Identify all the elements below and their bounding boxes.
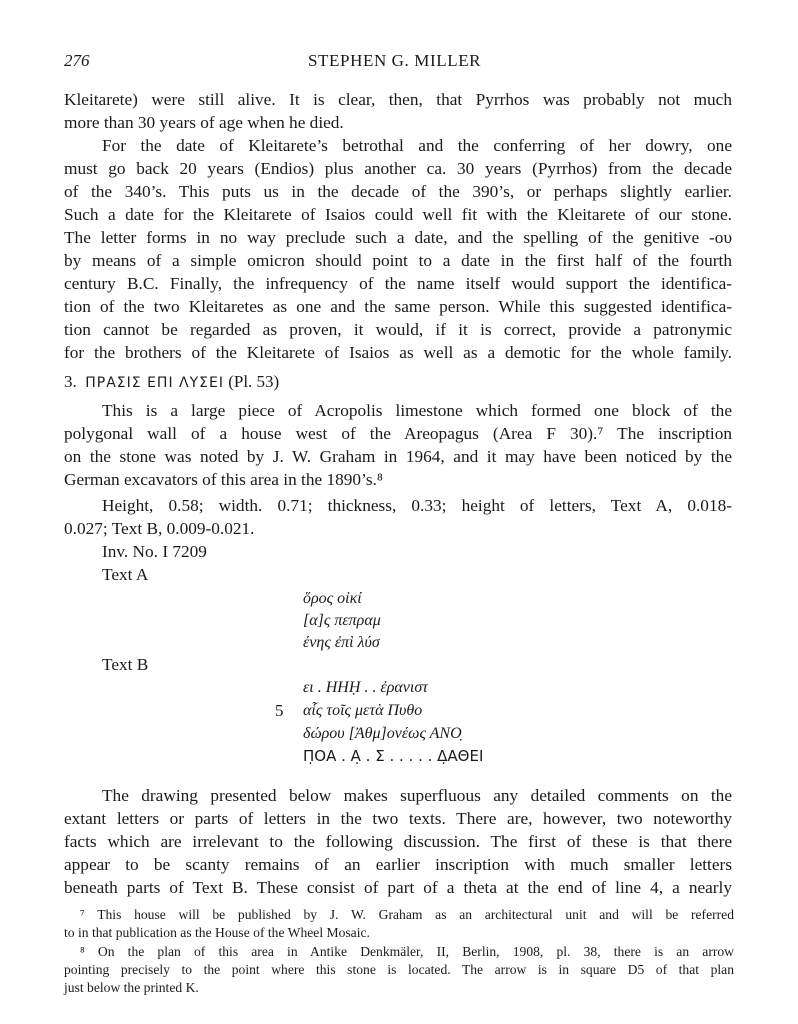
page-number: 276 xyxy=(64,51,90,70)
footnote-8-cont: pointing precisely to the point where this stone is located. The arrow is in square D5 of that plan xyxy=(64,962,734,977)
text-a-line: ὅρος οἰκί xyxy=(303,590,362,607)
body-line: on the stone was noted by J. W. Graham in 1964, and it may have been noticed by the xyxy=(64,447,732,466)
body-line: extant letters or parts of letters in the two texts. There are, however, two noteworthy xyxy=(64,809,732,828)
body-line: tion cannot be regarded as proven, it would, if it is correct, provide a patronymic xyxy=(64,320,732,339)
body-line: The drawing presented below makes superfluous any detailed comments on the xyxy=(102,786,732,805)
inventory-number: Inv. No. I 7209 xyxy=(102,542,207,561)
footnote-7-cont: to in that publication as the House of the Wheel Mosaic. xyxy=(64,925,370,940)
running-title: STEPHEN G. MILLER xyxy=(308,51,482,70)
section-title: ΠΡΑΣΙΣ ΕΠΙ ΛΥΣΕΙ xyxy=(85,375,224,391)
text-b-label: Text B xyxy=(102,655,149,674)
body-line: by means of a simple omicron should point to a date in the first half of the fourth xyxy=(64,251,732,270)
body-line: polygonal wall of a house west of the Areopagus (Area F 30).⁷ The inscription xyxy=(64,424,732,443)
body-line: For the date of Kleitarete’s betrothal and the conferring of her dowry, one xyxy=(102,136,732,155)
footnote-8-cont: just below the printed K. xyxy=(64,980,199,995)
line-number: 5 xyxy=(275,701,284,720)
text-b-line: δώρου [Ἀθμ]ονέως ΑΝΟ̣ xyxy=(303,725,462,742)
body-line: This is a large piece of Acropolis limestone which formed one block of the xyxy=(102,401,732,420)
body-line: beneath parts of Text B. These consist of part of a theta at the end of line 4, a nearly xyxy=(64,878,732,897)
footnote-7: ⁷ This house will be published by J. W. Graham as an architectural unit and will be referred xyxy=(80,907,734,922)
text-a-line: [α]ς πεπραμ xyxy=(303,612,381,629)
body-line: facts which are irrelevant to the following discussion. The first of these is that there xyxy=(64,832,732,851)
text-b-line: αἷς τοῖς μετὰ Πυθο xyxy=(303,702,423,719)
body-line: more than 30 years of age when he died. xyxy=(64,113,344,132)
body-line: appear to be scanty remains of an earlier inscription with much smaller letters xyxy=(64,855,732,874)
body-line: for the brothers of the Kleitarete of Isaios as well as a demotic for the whole family. xyxy=(64,343,732,362)
dimensions-line: Height, 0.58; width. 0.71; thickness, 0.33; height of letters, Text A, 0.018- xyxy=(102,496,732,515)
text-a-label: Text A xyxy=(102,565,149,584)
body-line: The letter forms in no way preclude such a date, and the spelling of the genitive -ου xyxy=(64,228,732,247)
body-line: Such a date for the Kleitarete of Isaios could well fit with the Kleitarete of our stone. xyxy=(64,205,732,224)
body-line: German excavators of this area in the 1890’s.⁸ xyxy=(64,470,383,489)
body-line: of the 340’s. This puts us in the decade of the 390’s, or perhaps slightly earlier. xyxy=(64,182,732,201)
section-plate: (Pl. 53) xyxy=(228,372,280,391)
section-heading xyxy=(64,370,279,395)
footnote-8: ⁸ On the plan of this area in Antike Denkmäler, II, Berlin, 1908, pl. 38, there is an arrow xyxy=(80,944,734,959)
body-line: century B.C. Finally, the infrequency of the name itself would support the identifica- xyxy=(64,274,732,293)
section-number: 3. xyxy=(64,372,77,391)
text-b-line: ει . ΗΗḤ . . ἐρανιστ xyxy=(303,679,428,696)
text-b-line: Π̣ΟΑ . Α̣ . Σ . . . . . Δ̣ΑΘΕΙ xyxy=(303,747,484,765)
text-a-line: ένης ἐπὶ λύσ xyxy=(303,634,380,651)
body-line: tion of the two Kleitaretes as one and the same person. While this suggested identifica- xyxy=(64,297,732,316)
body-line: Kleitarete) were still alive. It is clear, then, that Pyrrhos was probably not much xyxy=(64,90,732,109)
body-line: must go back 20 years (Endios) plus another ca. 30 years (Pyrrhos) from the decade xyxy=(64,159,732,178)
dimensions-line: 0.027; Text B, 0.009-0.021. xyxy=(64,519,255,538)
